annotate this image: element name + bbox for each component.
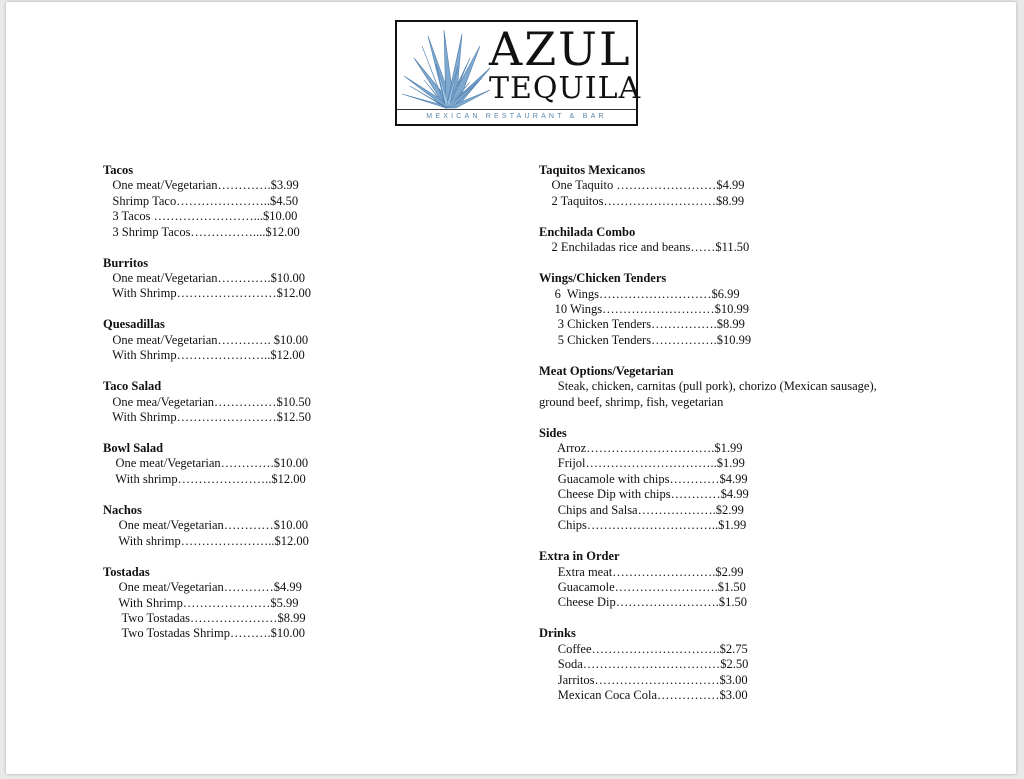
menu-item: Chips and Salsa……………….$2.99 xyxy=(539,502,744,517)
section-title: Extra in Order xyxy=(539,549,620,564)
restaurant-logo xyxy=(395,20,642,126)
menu-section-tostadas xyxy=(103,565,433,642)
section-title: Enchilada Combo xyxy=(539,224,636,239)
menu-item: One meat/Vegetarian…………. $10.00 xyxy=(103,332,309,347)
brand-name-line2: TEQUILA xyxy=(489,71,642,106)
menu-item: 6 Wings………………………$6.99 xyxy=(539,286,740,301)
menu-item: Extra meat…………………….$2.99 xyxy=(539,564,744,579)
menu-item: Two Tostadas…………………$8.99 xyxy=(103,610,306,625)
section-title: Taquitos Mexicanos xyxy=(539,163,646,177)
menu-item: 3 Shrimp Tacos……………....$12.00 xyxy=(103,224,300,239)
menu-description: ground beef, shrimp, fish, vegetarian xyxy=(539,394,724,409)
menu-item: With shrimp…………………..$12.00 xyxy=(103,533,309,548)
menu-section-quesadillas xyxy=(103,317,433,363)
menu-section-wings-tenders xyxy=(539,271,959,348)
agave-plant-icon xyxy=(400,28,492,112)
menu-item: Shrimp Taco…………………..$4.50 xyxy=(103,193,299,208)
menu-item: One meat/Vegetarian………….$3.99 xyxy=(103,178,299,193)
menu-item: One meat/Vegetarian…………$4.99 xyxy=(103,580,302,595)
menu-section-drinks xyxy=(539,626,959,703)
section-title: Tostadas xyxy=(103,564,150,579)
menu-item: With shrimp…………………..$12.00 xyxy=(103,471,306,486)
section-title: Quesadillas xyxy=(103,317,165,332)
menu-item: One meat/Vegetarian…………$10.00 xyxy=(103,518,309,533)
menu-section-burritos xyxy=(103,256,433,302)
section-title: Drinks xyxy=(539,626,576,641)
menu-section-sides xyxy=(539,426,959,534)
menu-item: With Shrimp……………………$12.00 xyxy=(103,286,311,301)
section-title: Tacos xyxy=(103,163,134,177)
logo-tagline: MEXICAN RESTAURANT & BAR xyxy=(397,109,636,124)
menu-item: 5 Chicken Tenders…………….$10.99 xyxy=(539,332,752,347)
menu-section-enchilada-combo xyxy=(539,225,959,256)
menu-item: Soda……………………………$2.50 xyxy=(539,657,749,672)
menu-section-nachos xyxy=(103,503,433,549)
menu-section-taco-salad xyxy=(103,379,433,425)
menu-item: Frijol…………………………..$1.99 xyxy=(539,456,745,471)
section-title: Bowl Salad xyxy=(103,441,164,456)
menu-left-column xyxy=(103,163,433,657)
menu-item: Jarritos…………………………$3.00 xyxy=(539,672,748,687)
menu-page xyxy=(6,2,1016,774)
menu-section-tacos xyxy=(103,163,433,240)
brand-name-line1: AZUL xyxy=(489,22,632,76)
menu-section-extra xyxy=(539,549,959,611)
menu-item: 10 Wings………………………$10.99 xyxy=(539,302,750,317)
menu-right-column xyxy=(539,163,959,719)
menu-section-meat-options xyxy=(539,364,959,410)
section-title: Meat Options/Vegetarian xyxy=(539,363,674,378)
menu-item: Chips…………………………..$1.99 xyxy=(539,518,747,533)
menu-item: With Shrimp…………………..$12.00 xyxy=(103,348,305,363)
menu-item: Guacamole with chips…………$4.99 xyxy=(539,471,748,486)
menu-item: 2 Enchiladas rice and beans……$11.50 xyxy=(539,240,750,255)
menu-item: Coffee………………………….$2.75 xyxy=(539,641,748,656)
menu-item: One meat/Vegetarian………….$10.00 xyxy=(103,456,309,471)
menu-item: Guacamole…………………….$1.50 xyxy=(539,579,746,594)
menu-item: With Shrimp……………………$12.50 xyxy=(103,410,311,425)
menu-section-bowl-salad xyxy=(103,441,433,487)
menu-section-taquitos xyxy=(539,163,959,209)
menu-item: One meat/Vegetarian………….$10.00 xyxy=(103,271,306,286)
section-title: Sides xyxy=(539,425,567,440)
menu-item: One mea/Vegetarian……………$10.50 xyxy=(103,394,311,409)
menu-item: Cheese Dip with chips…………$4.99 xyxy=(539,487,749,502)
section-title: Nachos xyxy=(103,502,142,517)
menu-item: One Taquito ……………………$4.99 xyxy=(539,178,745,193)
section-title: Wings/Chicken Tenders xyxy=(539,271,667,286)
menu-item: Arroz………………………….$1.99 xyxy=(539,441,743,456)
menu-item: 3 Tacos ……………………...$10.00 xyxy=(103,209,298,224)
section-title: Taco Salad xyxy=(103,379,162,394)
menu-item: Mexican Coca Cola……………$3.00 xyxy=(539,687,748,702)
menu-item: Two Tostadas Shrimp……….$10.00 xyxy=(103,626,305,641)
menu-item: With Shrimp…………………$5.99 xyxy=(103,595,299,610)
menu-description: Steak, chicken, carnitas (pull pork), chorizo (Mexican sausage), xyxy=(539,379,877,394)
menu-item: Cheese Dip…………………….$1.50 xyxy=(539,595,747,610)
menu-item: 2 Taquitos………………………$8.99 xyxy=(539,193,745,208)
menu-item: 3 Chicken Tenders…………….$8.99 xyxy=(539,317,745,332)
section-title: Burritos xyxy=(103,255,149,270)
